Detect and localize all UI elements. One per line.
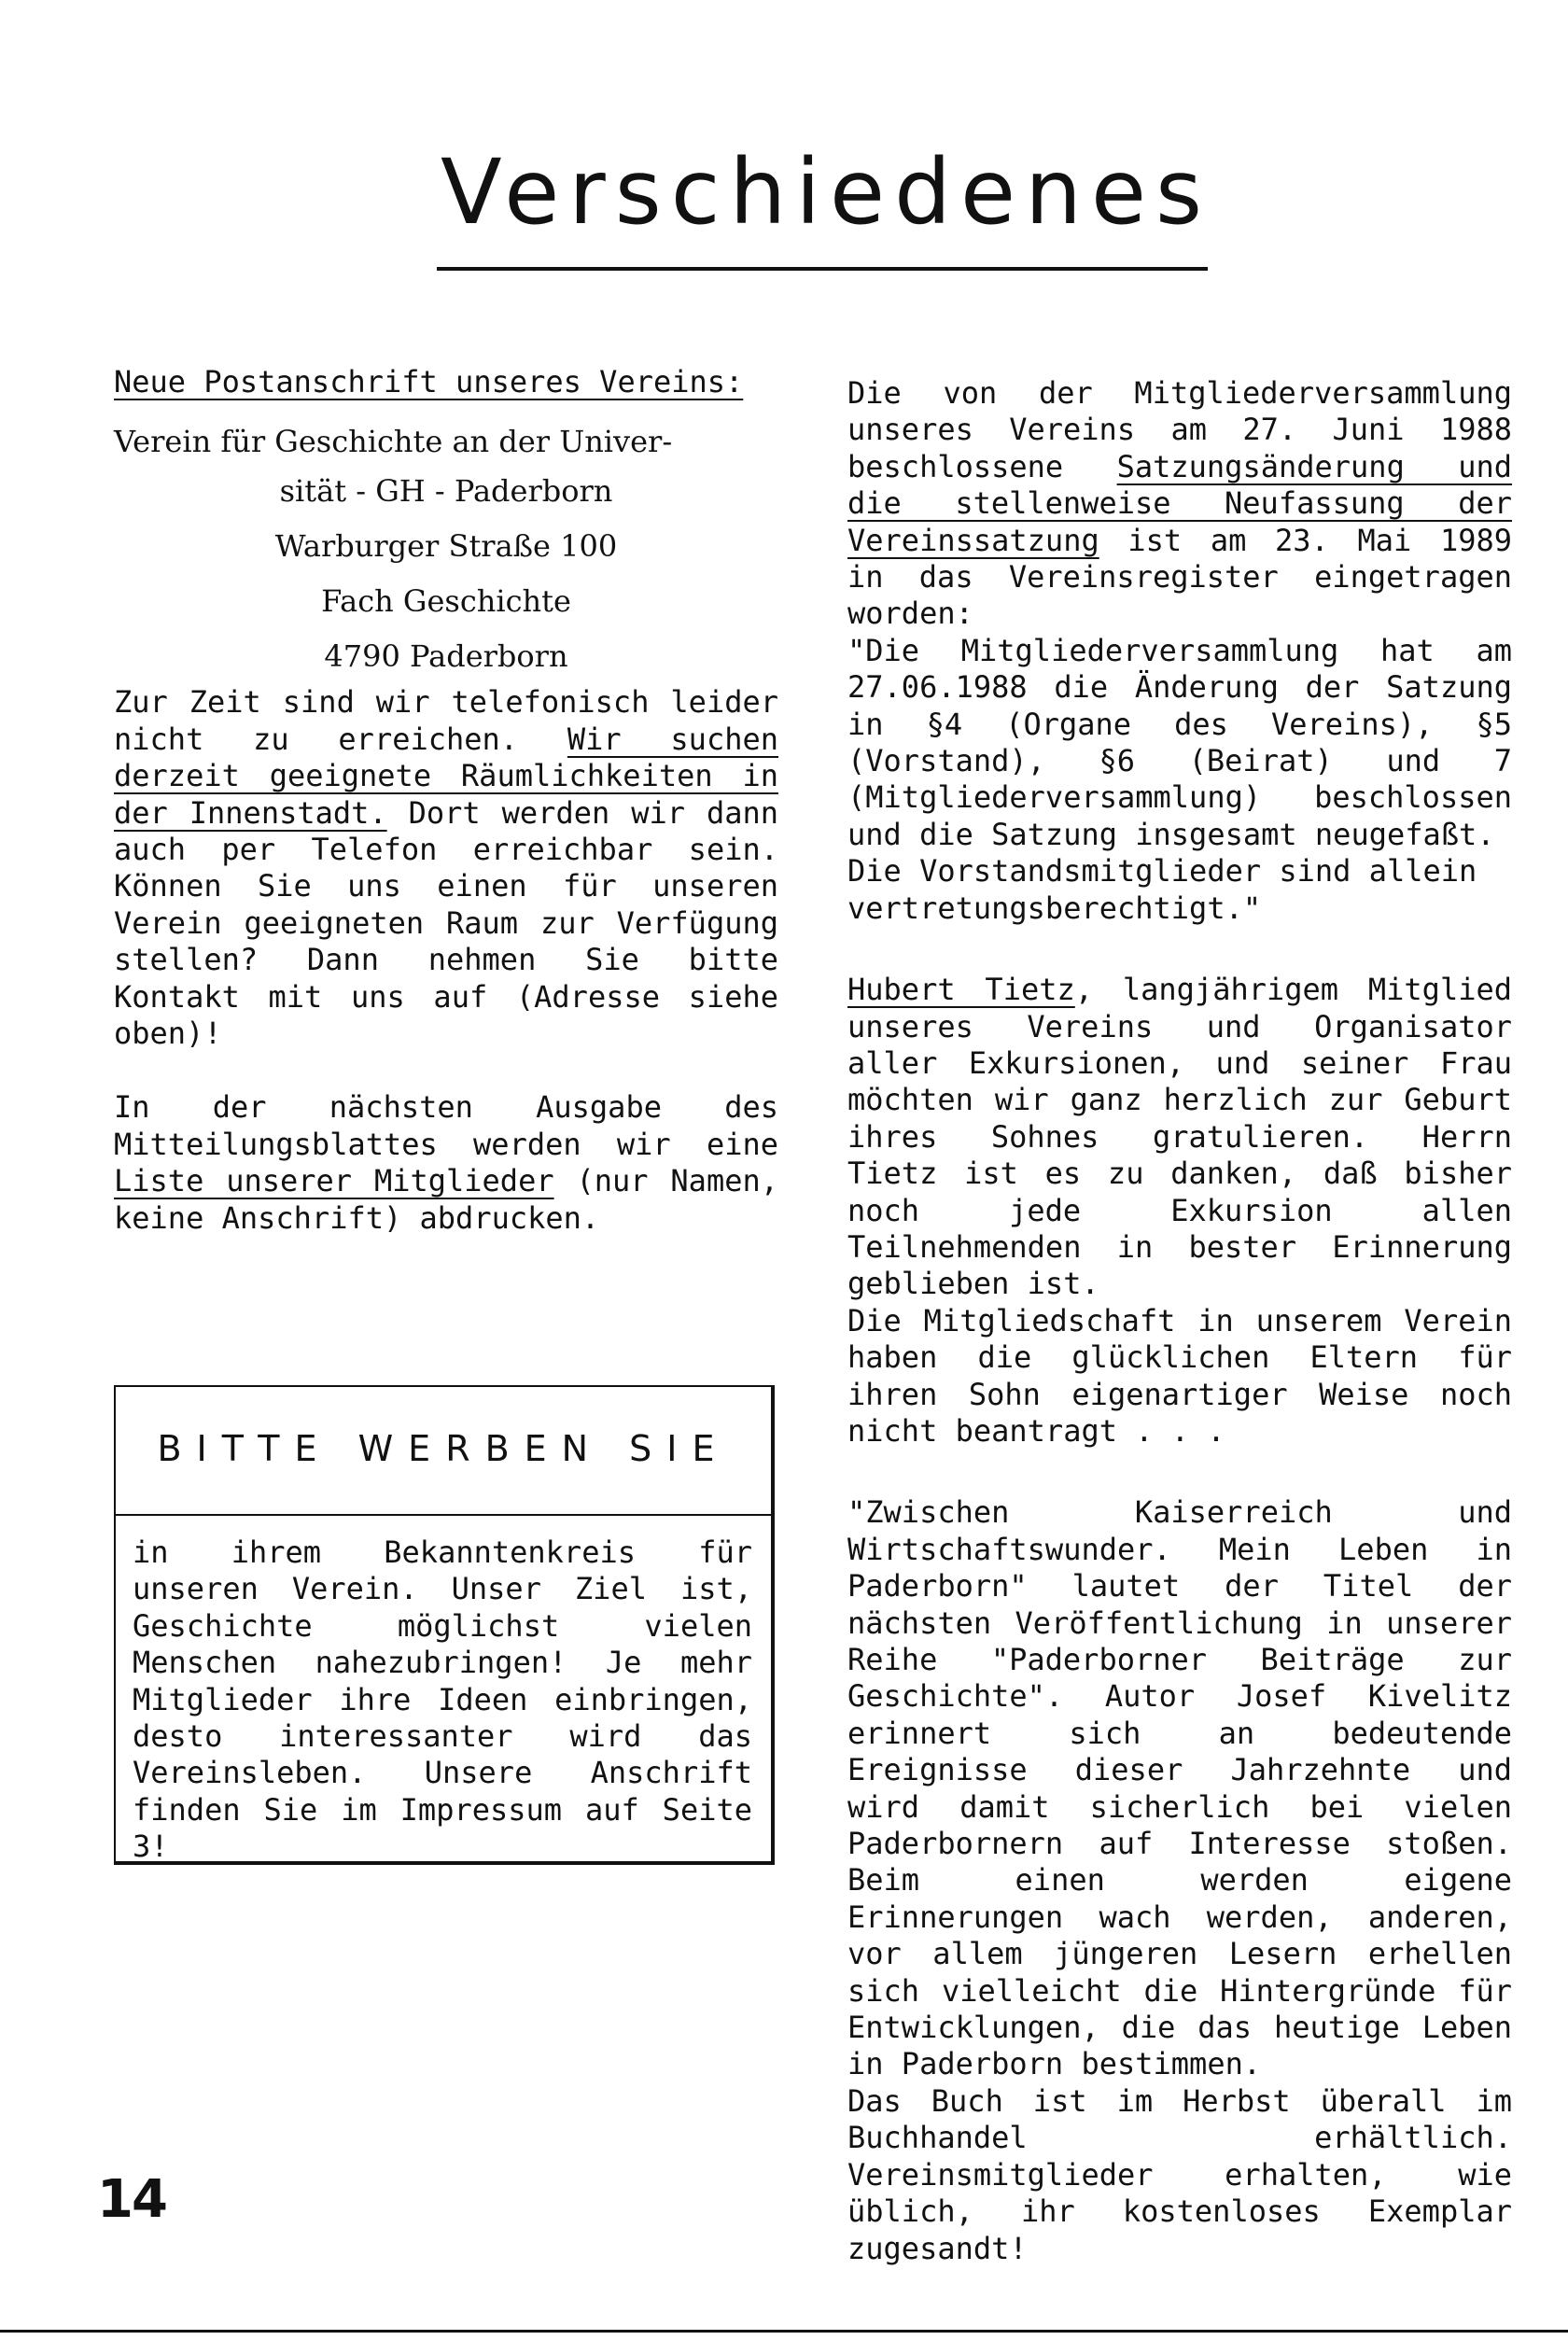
- paragraph-statute: [847, 375, 1512, 633]
- paragraph-congratulation: [847, 972, 1512, 1303]
- paragraph-text: ist am 23. Mai 1989 in das Vereinsregister eingetragen worden:: [847, 522, 1512, 632]
- paragraph-text: , langjährigem Mitglied unseres Vereins und Organisator aller Exkursionen, und seiner Frau möchten wir ganz herzlich zur Geburt ihres Sohnes gratulieren. Herrn Tietz ist es zu danken, daß bisher noch jede Exkursion allen Teilnehmenden in bester Erinnerung geblieben ist.: [847, 972, 1513, 1302]
- page-number: 14: [97, 2169, 166, 2230]
- address-line: 4790 Paderborn: [324, 638, 568, 675]
- left-column: [114, 364, 778, 1237]
- paragraph-contact: [114, 684, 778, 1052]
- callout-divider: [116, 1514, 771, 1516]
- paragraph-book: "Zwischen Kaiserreich und Wirtschaftswunder. Mein Leben in Paderborn" lautet der Titel der nächsten Veröffentlichung in unserer Reihe "Paderborner Beiträge zur Geschichte". Autor Josef Kivelitz erinnert sich an bedeutende Ereignisse dieser Jahrzehnte und wird damit sicherlich bei vielen Paderbornern auf Interesse stoßen. Beim einen werden eigene Erinnerungen wach werden, anderen, vor allem jüngeren Lesern erhellen sich vielleicht die Hintergründe für Entwicklungen, die das heutige Leben in Paderborn bestimmen.: [847, 1494, 1512, 2082]
- right-column: [847, 375, 1512, 2267]
- callout-box: [114, 1385, 775, 1865]
- callout-text: in ihrem Bekanntenkreis für unseren Verein. Unser Ziel ist, Geschichte möglichst vielen Menschen nahezubringen! Je mehr Mitglieder ihre Ideen einbringen, desto interessanter wird das Vereinsleben. Unsere Anschrift finden Sie im Impressum auf Seite 3!: [133, 1534, 752, 1865]
- paragraph-text: In der nächsten Ausgabe des Mitteilungsblattes werden wir eine: [114, 1089, 778, 1162]
- emphasis-text: Satzungsänderung und die stellenweise Neufassung der Vereinssatzung: [847, 448, 1513, 558]
- paragraph-quote-end: Die Vorstandsmitglieder sind allein vertretungsberechtigt.": [847, 853, 1477, 926]
- page-title: Verschiedenes: [440, 140, 1212, 245]
- address-line: sität - GH - Paderborn: [279, 473, 613, 510]
- emphasis-text: Wir suchen derzeit geeignete Räumlichkeiten in der Innenstadt.: [114, 721, 779, 831]
- address-heading: Neue Postanschrift unseres Vereins:: [114, 364, 744, 399]
- paragraph-text: Die von der Mitgliederversammlung unseres Vereins am 27. Juni 1988 beschlossene: [847, 375, 1512, 484]
- paragraph-membership: Die Mitgliedschaft in unserem Verein haben die glücklichen Eltern für ihren Sohn eigenartiger Weise noch nicht beantragt . . .: [847, 1302, 1512, 1449]
- emphasis-text: Liste unserer Mitglieder: [114, 1163, 554, 1199]
- paragraph-book-availability: Das Buch ist im Herbst überall im Buchhandel erhältlich. Vereinsmitglieder erhalten, wie üblich, ihr kostenloses Exemplar zugesandt!: [847, 2082, 1512, 2266]
- paragraph-text: Zur Zeit sind wir telefonisch leider nicht zu erreichen.: [114, 684, 778, 757]
- paragraph-quote: "Die Mitgliederversammlung hat am 27.06.1988 die Änderung der Satzung in §4 (Organe des Vereins), §5 (Vorstand), §6 (Beirat) und 7 (Mitgliederversammlung) beschlossen und die Satzung insgesamt neugefaßt.: [847, 632, 1512, 852]
- person-name: Hubert Tietz: [847, 972, 1075, 1008]
- address-line: Warburger Straße 100: [274, 528, 618, 565]
- paragraph-text: Dort werden wir dann auch per Telefon erreichbar sein. Können Sie uns einen für unseren Verein geeigneten Raum zur Verfügung stellen? Dann nehmen Sie bitte Kontakt mit uns auf (Adresse siehe oben)!: [114, 794, 778, 1052]
- callout-title: BITTE WERBEN SIE: [157, 1428, 730, 1469]
- title-underline: [437, 267, 1208, 271]
- paragraph-text: (nur Namen, keine Anschrift) abdrucken.: [114, 1163, 778, 1236]
- address-line: Verein für Geschichte an der Univer-: [114, 424, 673, 460]
- address-line: Fach Geschichte: [321, 583, 571, 620]
- bottom-rule: [0, 2330, 1568, 2333]
- paragraph-member-list: [114, 1089, 778, 1237]
